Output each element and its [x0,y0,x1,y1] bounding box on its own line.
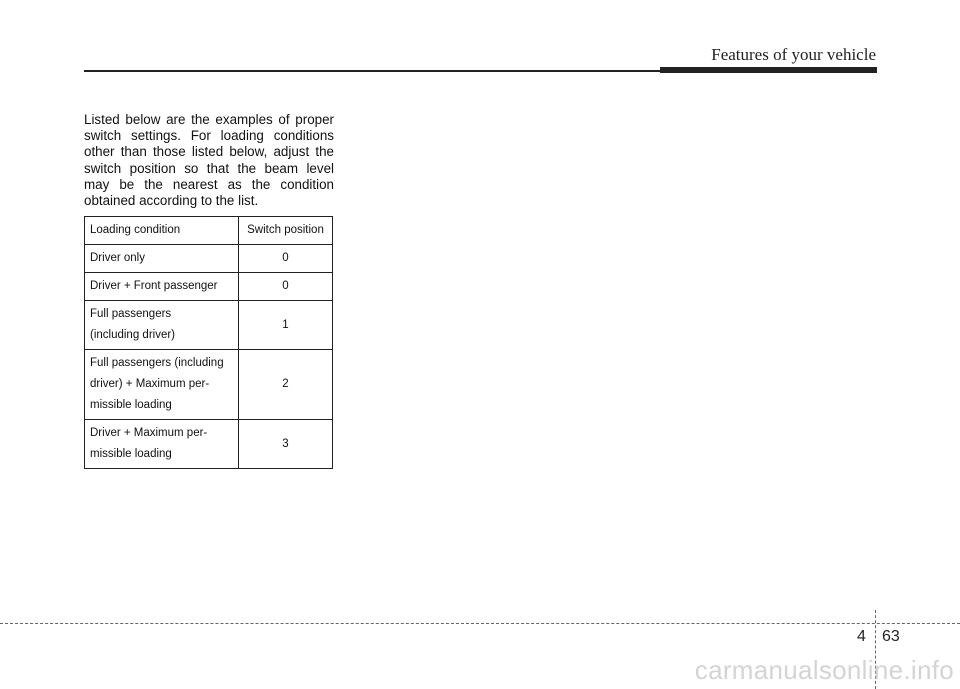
switch-position-cell: 1 [239,301,333,350]
table-header-row [85,217,333,245]
loading-condition-cell: Driver only [85,245,239,273]
column-header-switch-position: Switch position [239,217,333,245]
table-row [85,420,333,469]
header-rule [84,70,660,72]
switch-position-cell: 2 [239,350,333,420]
switch-position-cell: 0 [239,245,333,273]
chapter-number: 4 [857,628,866,645]
switch-position-cell: 3 [239,420,333,469]
loading-condition-cell: Full passengers (including driver) [85,301,239,350]
intro-paragraph: Listed below are the examples of proper switch settings. For loading conditions other than those listed below, adjust the switch position so that the beam level may be the nearest as the condition obtained according to the list. [84,112,334,209]
column-header-loading-condition: Loading condition [85,217,239,245]
loading-condition-cell: Driver + Front passenger [85,273,239,301]
table-row [85,350,333,420]
table-row [85,301,333,350]
page-number: 63 [882,628,900,645]
header-title: Features of your vehicle [711,45,876,64]
switch-position-cell: 0 [239,273,333,301]
watermark: carmanualsonline.info [694,655,954,685]
footer-divider [0,623,960,624]
header-rule-accent [660,67,877,73]
loading-condition-cell: Driver + Maximum per- missible loading [85,420,239,469]
table-row [85,245,333,273]
loading-condition-cell: Full passengers (including driver) + Maximum per- missible loading [85,350,239,420]
loading-table [84,216,333,469]
table-row [85,273,333,301]
